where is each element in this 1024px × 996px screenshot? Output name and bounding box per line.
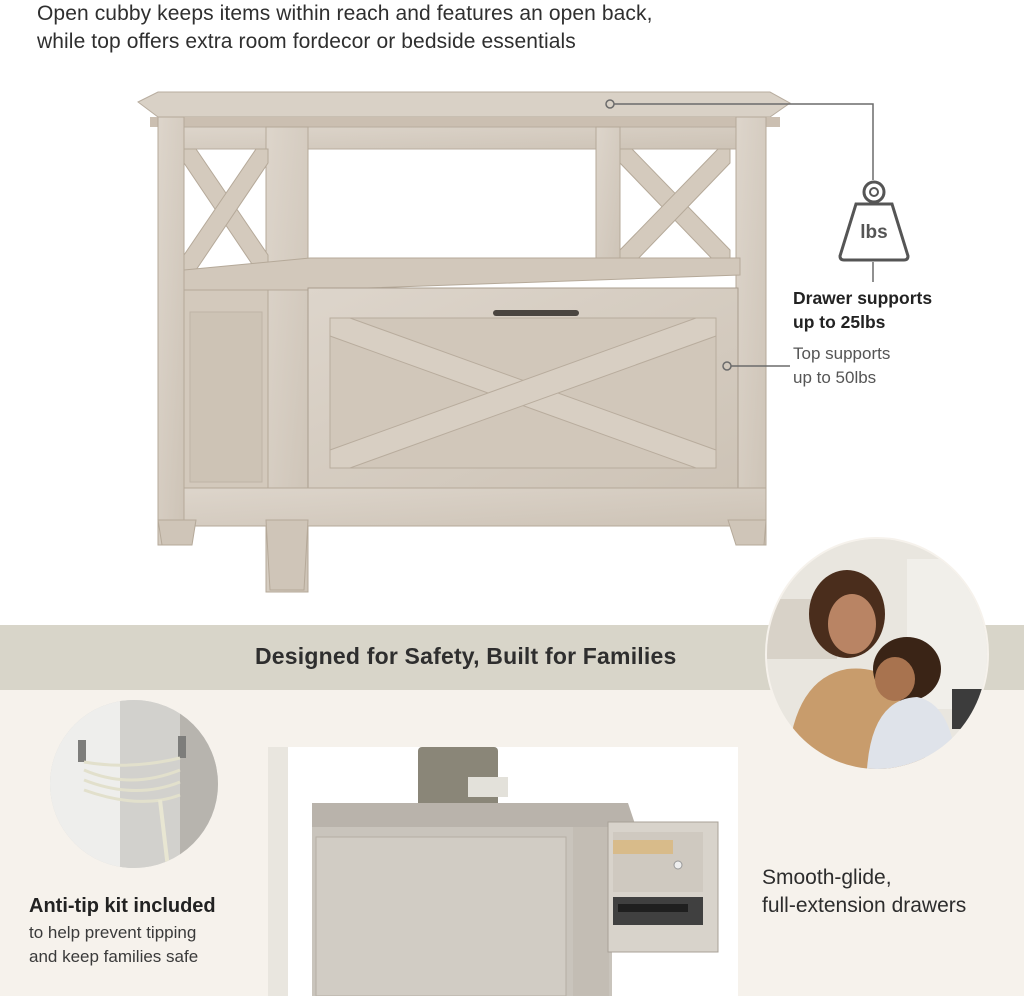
- weight-icon: [838, 180, 910, 262]
- top-capacity-line-2: up to 50lbs: [793, 368, 877, 387]
- lateral-file-cabinet-image: [0, 60, 800, 600]
- drawer-capacity-line-1: Drawer supports: [793, 288, 933, 308]
- anti-tip-kit-photo: [50, 700, 218, 868]
- intro-text: [37, 0, 797, 56]
- anti-tip-sub-line-1: to help prevent tipping: [29, 923, 197, 942]
- weight-icon-label: lbs: [860, 222, 888, 243]
- drawer-capacity-text: [793, 286, 932, 334]
- drawer-capacity-line-2: up to 25lbs: [793, 312, 886, 332]
- drawer-glide-line-1: Smooth-glide,: [762, 866, 892, 889]
- intro-line-1: Open cubby keeps items within reach and features an open back,: [37, 2, 653, 25]
- drawer-glide-line-2: full-extension drawers: [762, 894, 967, 917]
- anti-tip-title: Anti-tip kit included: [29, 895, 216, 917]
- anti-tip-sub-line-2: and keep families safe: [29, 947, 199, 966]
- drawer-glide-text: [762, 864, 966, 920]
- drawer-slide-photo: [268, 747, 738, 996]
- intro-line-2: while top offers extra room fordecor or bedside essentials: [37, 30, 576, 53]
- family-photo: [767, 539, 987, 769]
- safety-band-title: Designed for Safety, Built for Families: [255, 643, 677, 669]
- top-capacity-line-1: Top supports: [793, 344, 891, 363]
- top-capacity-text: [793, 342, 890, 390]
- anti-tip-subtitle: [29, 921, 198, 969]
